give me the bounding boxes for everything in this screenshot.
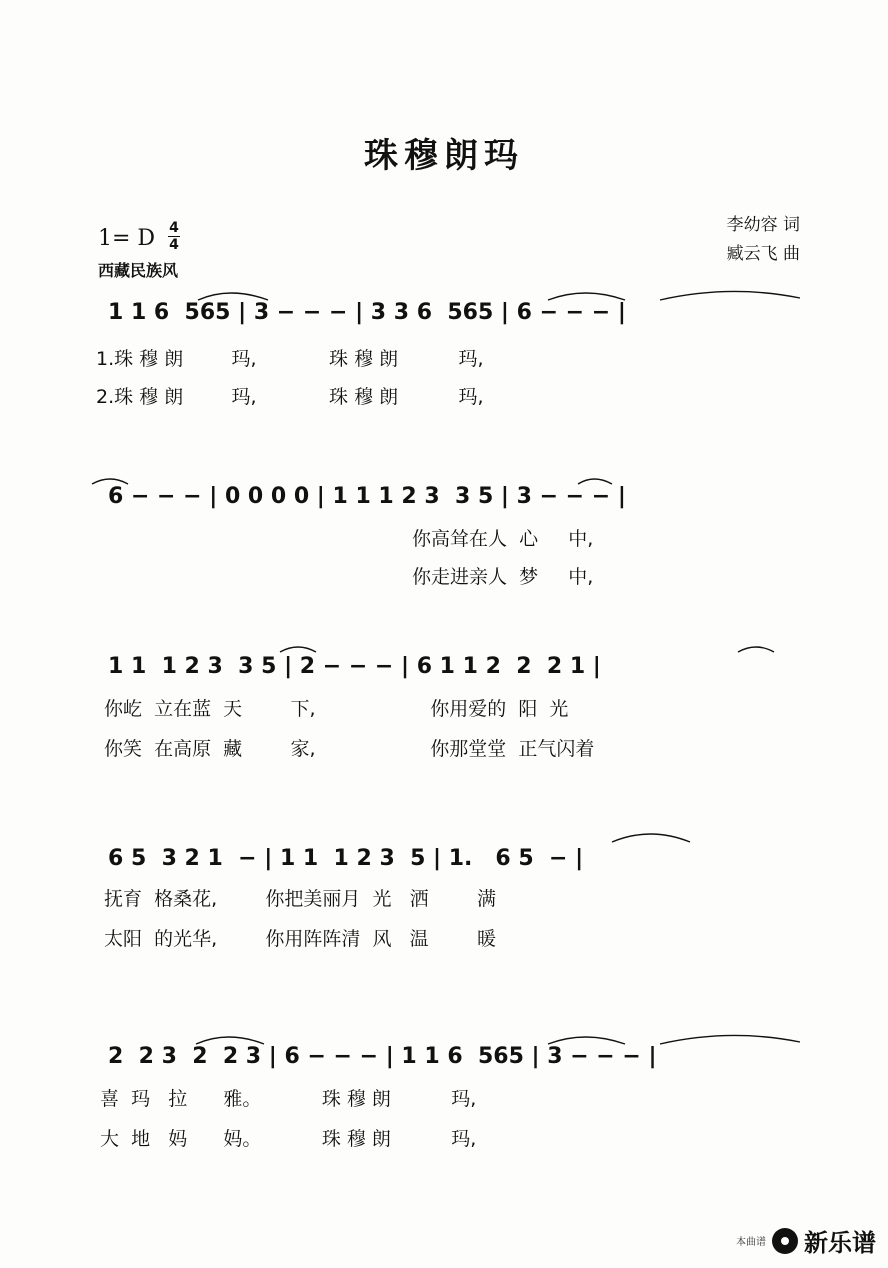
lyrics-line-2-verse-1: 你高耸在人 心 中, [412,528,594,550]
lyrics-line-5-verse-1: 喜 玛 拉 雅。 珠 穆 朗 玛, [100,1088,477,1110]
lyrics-line-4-verse-2: 太阳 的光华, 你用阵阵清 风 温 暖 [104,928,496,950]
notation-line-4: 6 5 3 2 1 − | 1 1 1 2 3 5 | 1. 6 5 − | [108,846,584,871]
lyricist-credit: 李幼容 词 [726,215,800,235]
time-signature-top: 4 [169,220,179,236]
notation-line-1: 1 1 6 565 | 3 − − − | 3 3 6 565 | 6 − − − | [108,300,626,325]
lyrics-line-1-verse-2: 2.珠 穆 朗 玛, 珠 穆 朗 玛, [96,386,484,408]
key-signature: 1= D [98,226,156,251]
lyrics-line-3-verse-2: 你笑 在高原 藏 家, 你那堂堂 正气闪着 [104,738,595,760]
lyrics-line-5-verse-2: 大 地 妈 妈。 珠 穆 朗 玛, [100,1128,477,1150]
notation-line-2: 6 − − − | 0 0 0 0 | 1 1 1 2 3 3 5 | 3 − − − | [108,484,626,509]
lyrics-line-1-verse-1: 1.珠 穆 朗 玛, 珠 穆 朗 玛, [96,348,484,370]
lyrics-line-3-verse-1: 你屹 立在蓝 天 下, 你用爱的 阳 光 [104,698,569,720]
composer-credit: 臧云飞 曲 [726,244,800,264]
page-title: 珠穆朗玛 [364,136,524,176]
notation-line-5: 2 2 3 2 2 3 | 6 − − − | 1 1 6 565 | 3 − − − | [108,1044,657,1069]
lyrics-line-2-verse-2: 你走进亲人 梦 中, [412,566,594,588]
lyrics-line-4-verse-1: 抚育 格桑花, 你把美丽月 光 洒 满 [104,888,496,910]
notation-line-3: 1 1 1 2 3 3 5 | 2 − − − | 6 1 1 2 2 2 1 | [108,654,601,679]
footer-brand: 新乐谱 [804,1229,876,1257]
footer-watermark [736,1223,876,1258]
record-disc-icon [772,1228,798,1254]
time-signature-bottom: 4 [169,237,179,253]
style-label: 西藏民族风 [98,261,179,280]
footer-small-text: 本曲谱 [736,1237,766,1248]
